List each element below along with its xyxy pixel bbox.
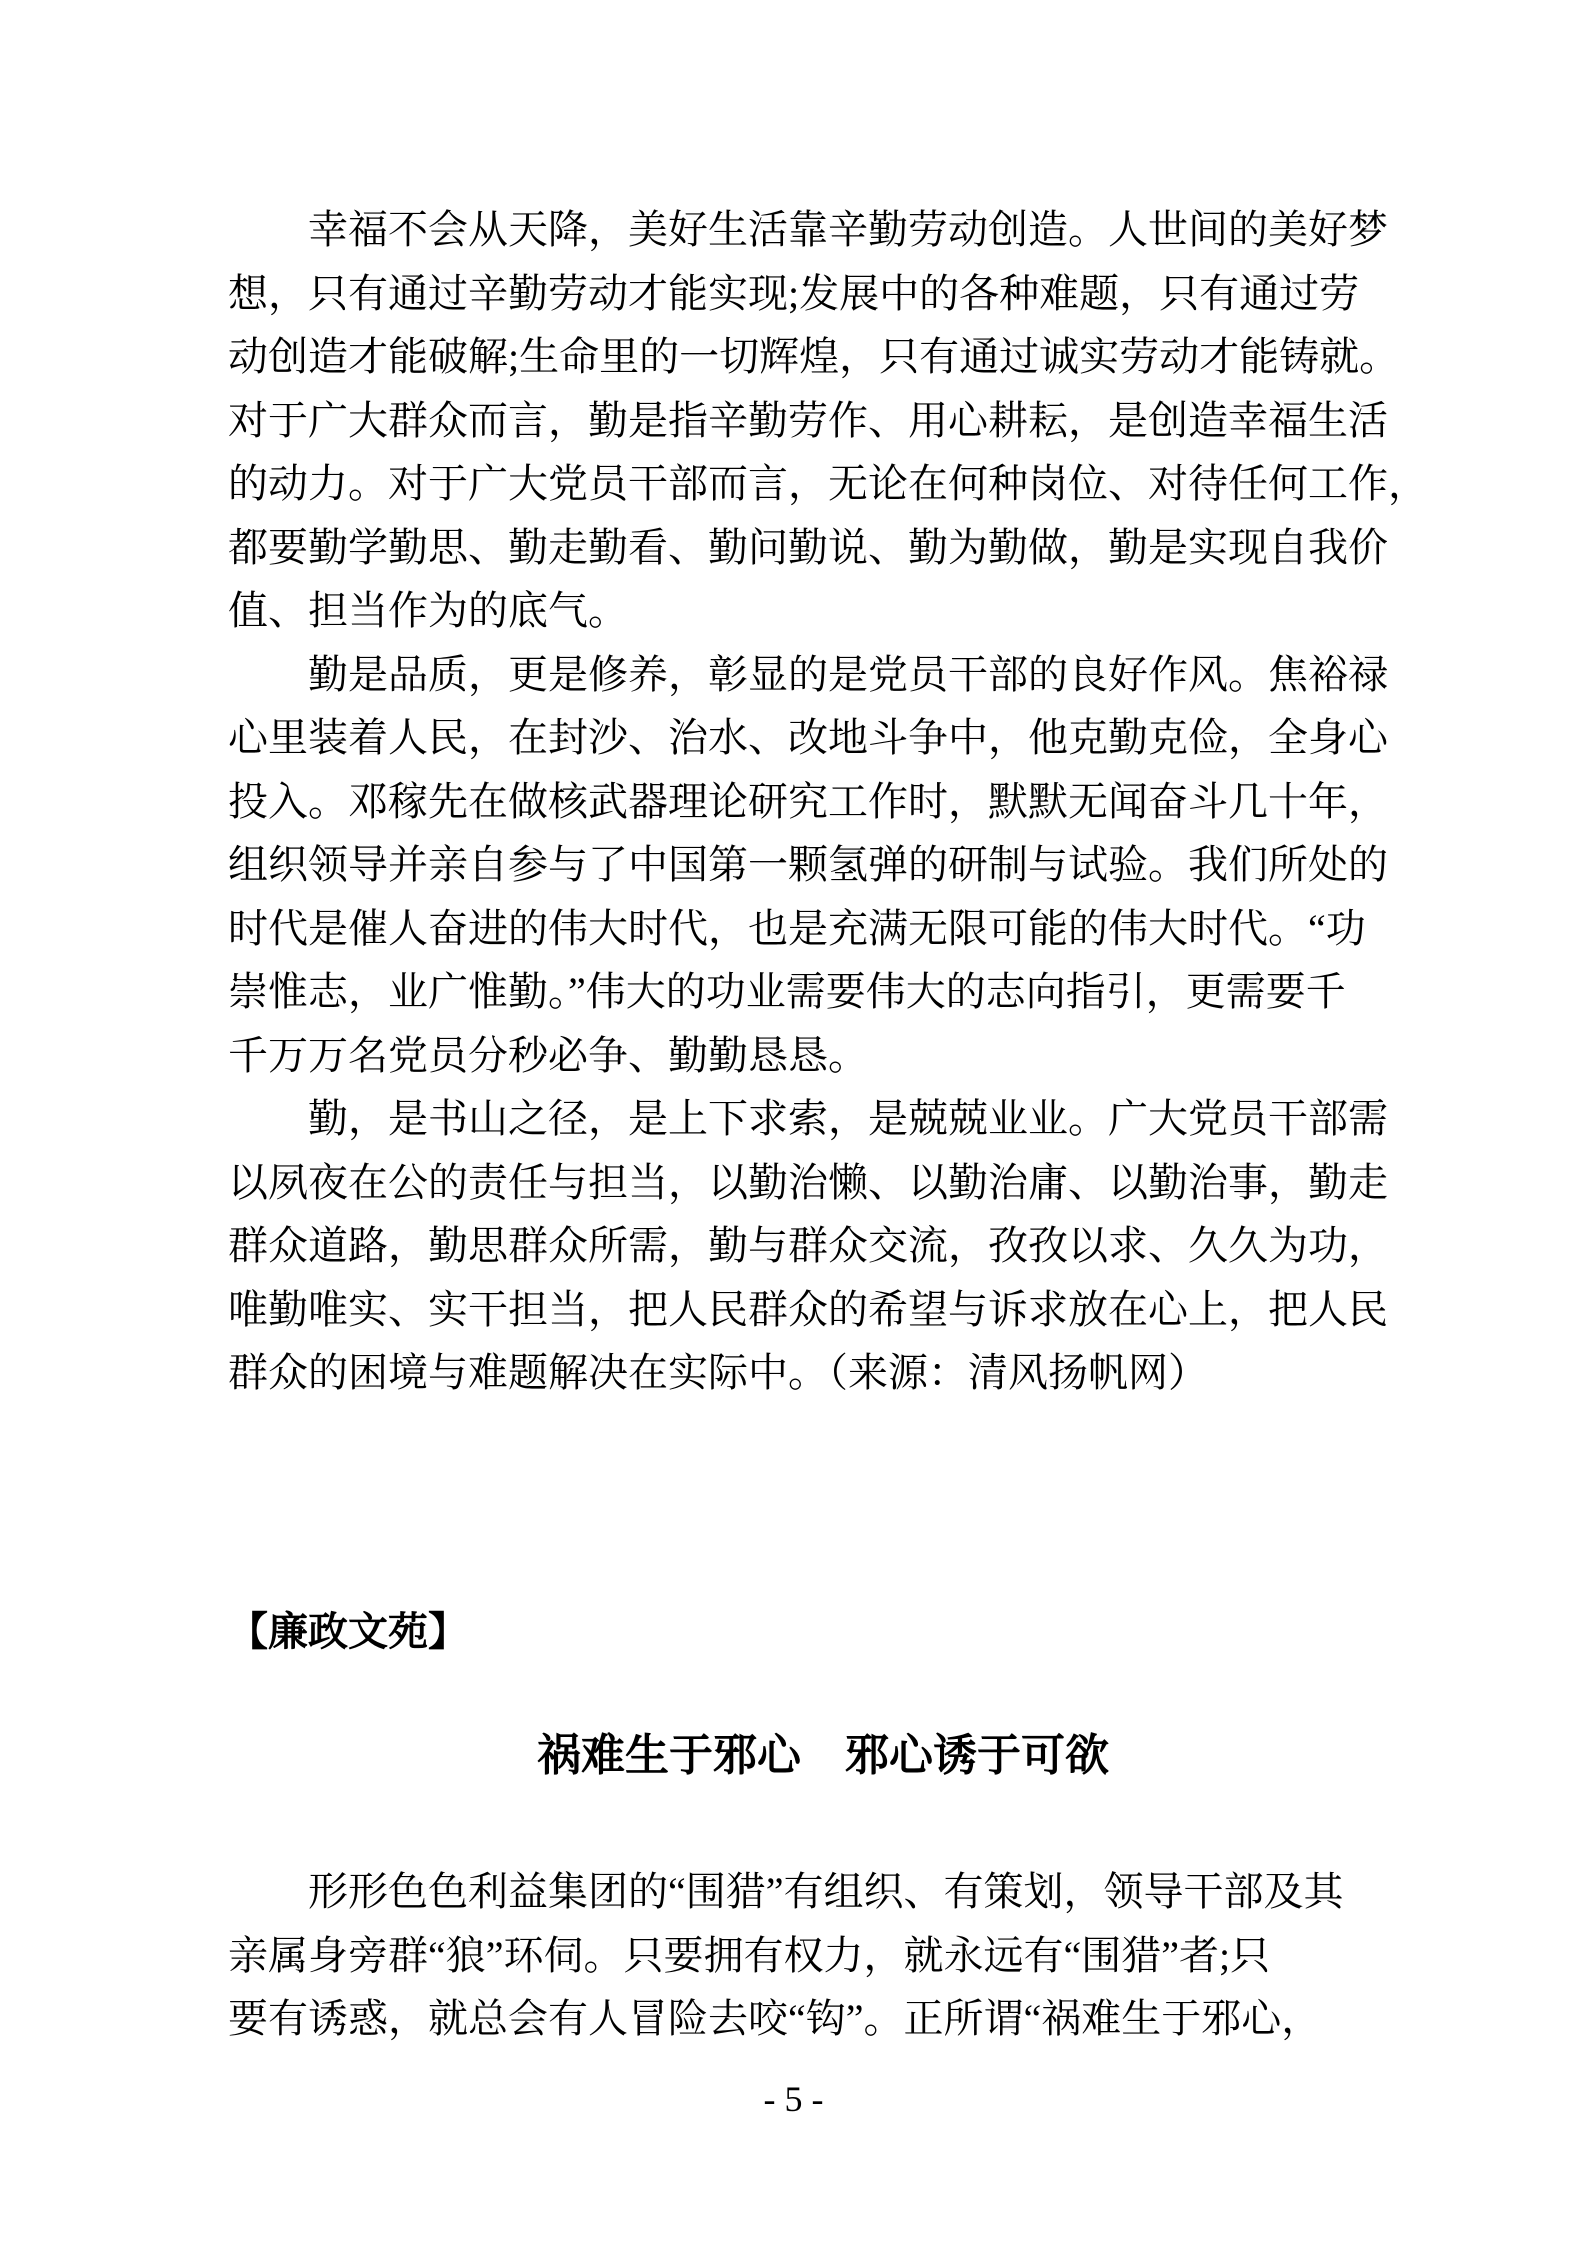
text-line: 组织领导并亲自参与了中国第一颗氢弹的研制与试验。我们所处的 xyxy=(228,842,1388,887)
text-line: 都要勤学勤思、勤走勤看、勤问勤说、勤为勤做，勤是实现自我价 xyxy=(228,524,1388,570)
text-line: 勤是品质，更是修养，彰显的是党员干部的良好作风。焦裕禄 xyxy=(228,651,1388,697)
text-line: 亲属身旁群“狼”环伺。只要拥有权力，就永远有“围猎”者;只 xyxy=(228,1932,1271,1978)
text-line: 勤，是书山之径，是上下求索，是兢兢业业。广大党员干部需 xyxy=(228,1096,1388,1141)
page-number: - 5 - xyxy=(763,2079,824,2119)
article-title: 祸难生于邪心 邪心诱于可欲 xyxy=(537,1731,1109,1780)
text-line: 心里装着人民，在封沙、治水、改地斗争中，他克勤克俭，全身心 xyxy=(228,715,1388,760)
text-line: 形形色色利益集团的“围猎”有组织、有策划，领导干部及其 xyxy=(228,1869,1344,1914)
text-line: 群众道路，勤思群众所需，勤与群众交流，孜孜以求、久久为功， xyxy=(228,1223,1388,1268)
text-line: 对于广大群众而言，勤是指辛勤劳作、用心耕耘，是创造幸福生活 xyxy=(228,397,1388,443)
text-line: 想，只有通过辛勤劳动才能实现;发展中的各种难题，只有通过劳 xyxy=(228,270,1360,316)
text-line: 的动力。对于广大党员干部而言，无论在何种岗位、对待任何工作， xyxy=(228,461,1428,506)
text-line: 以夙夜在公的责任与担当，以勤治懒、以勤治庸、以勤治事，勤走 xyxy=(228,1159,1388,1205)
article-huonan-body xyxy=(228,1860,1418,2051)
text-line: 时代是催人奋进的伟大时代，也是充满无限可能的伟大时代。“功 xyxy=(228,905,1366,951)
text-line: 唯勤唯实、实干担当，把人民群众的希望与诉求放在心上，把人民 xyxy=(228,1286,1388,1332)
section-header-lianzheng-wenyuan: 【廉政文苑】 xyxy=(228,1609,468,1654)
text-line: 投入。邓稼先在做核武器理论研究工作时，默默无闻奋斗几十年， xyxy=(228,778,1388,824)
text-line: 千万万名党员分秒必争、勤勤恳恳。 xyxy=(228,1032,868,1078)
text-line: 值、担当作为的底气。 xyxy=(228,588,628,633)
text-line: 群众的困境与难题解决在实际中。（来源：清风扬帆网） xyxy=(228,1350,1208,1395)
article-qin-body xyxy=(228,198,1428,1405)
text-line: 动创造才能破解;生命里的一切辉煌，只有通过诚实劳动才能铸就。 xyxy=(228,334,1400,379)
text-line: 崇惟志，业广惟勤。”伟大的功业需要伟大的志向指引，更需要千 xyxy=(228,969,1346,1014)
text-line: 要有诱惑，就总会有人冒险去咬“钩”。正所谓“祸难生于邪心， xyxy=(228,1996,1322,2041)
text-line: 幸福不会从天降，美好生活靠辛勤劳动创造。人世间的美好梦 xyxy=(228,207,1388,252)
